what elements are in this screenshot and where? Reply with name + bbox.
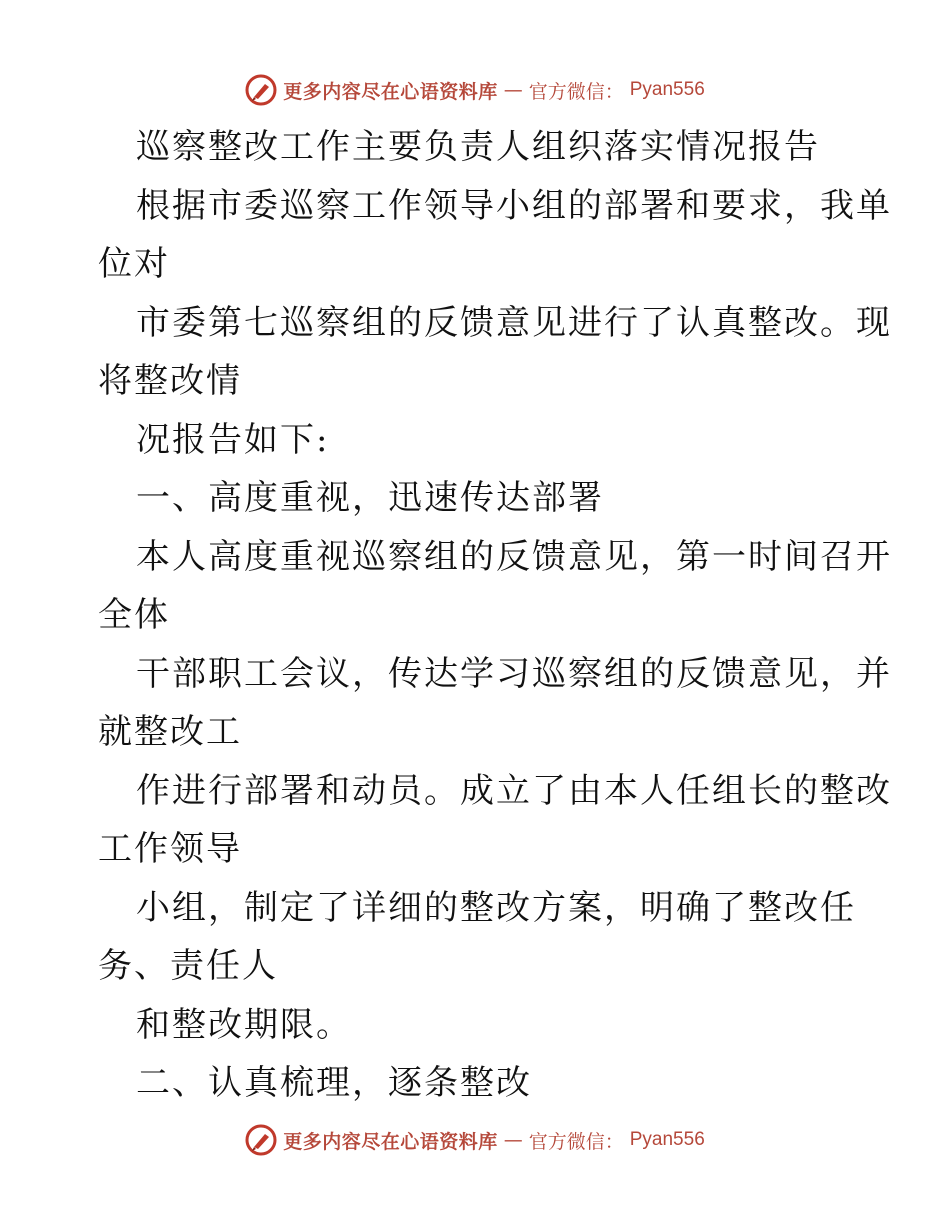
watermark-wechat-id: Pyan556 xyxy=(629,1129,705,1150)
document-line: 一、高度重视，迅速传达部署 xyxy=(136,478,604,518)
watermark-separator: — xyxy=(503,1129,523,1151)
document-line: 全体 xyxy=(98,595,170,635)
pen-logo-icon xyxy=(245,74,277,106)
document-line: 市委第七巡察组的反馈意见进行了认真整改。现 xyxy=(136,302,892,343)
document-line: 和整改期限。 xyxy=(136,1004,352,1045)
document-line: 巡察整改工作主要负责人组织落实情况报告 xyxy=(136,127,820,167)
watermark-header xyxy=(0,70,950,110)
document-line: 二、认真梳理，逐条整改 xyxy=(136,1063,532,1103)
pen-logo-icon xyxy=(245,1124,277,1156)
document-line: 根据市委巡察工作领导小组的部署和要求，我单 xyxy=(136,185,892,226)
watermark-wechat-id: Pyan556 xyxy=(629,79,705,100)
document-line: 况报告如下: xyxy=(136,419,330,460)
document-line: 将整改情 xyxy=(98,361,242,401)
watermark-site-text: 更多内容尽在心语资料库 xyxy=(283,80,498,103)
document-line: 就整改工 xyxy=(98,712,242,752)
document-line: 作进行部署和动员。成立了由本人任组长的整改 xyxy=(136,770,892,811)
watermark-site-text: 更多内容尽在心语资料库 xyxy=(283,1130,498,1153)
watermark-footer xyxy=(0,1120,950,1160)
watermark-wechat-label: 官方微信： xyxy=(528,80,624,103)
document-line: 务、责任人 xyxy=(98,946,278,986)
watermark-separator: — xyxy=(503,79,523,101)
document-line: 工作领导 xyxy=(98,829,242,869)
document-line: 小组，制定了详细的整改方案，明确了整改任 xyxy=(136,887,856,928)
document-line: 位对 xyxy=(98,244,170,284)
document-line: 本人高度重视巡察组的反馈意见，第一时间召开 xyxy=(136,536,892,577)
document-body xyxy=(98,118,892,1113)
watermark-wechat-label: 官方微信： xyxy=(528,1130,624,1153)
document-line: 干部职工会议，传达学习巡察组的反馈意见，并 xyxy=(136,653,892,694)
